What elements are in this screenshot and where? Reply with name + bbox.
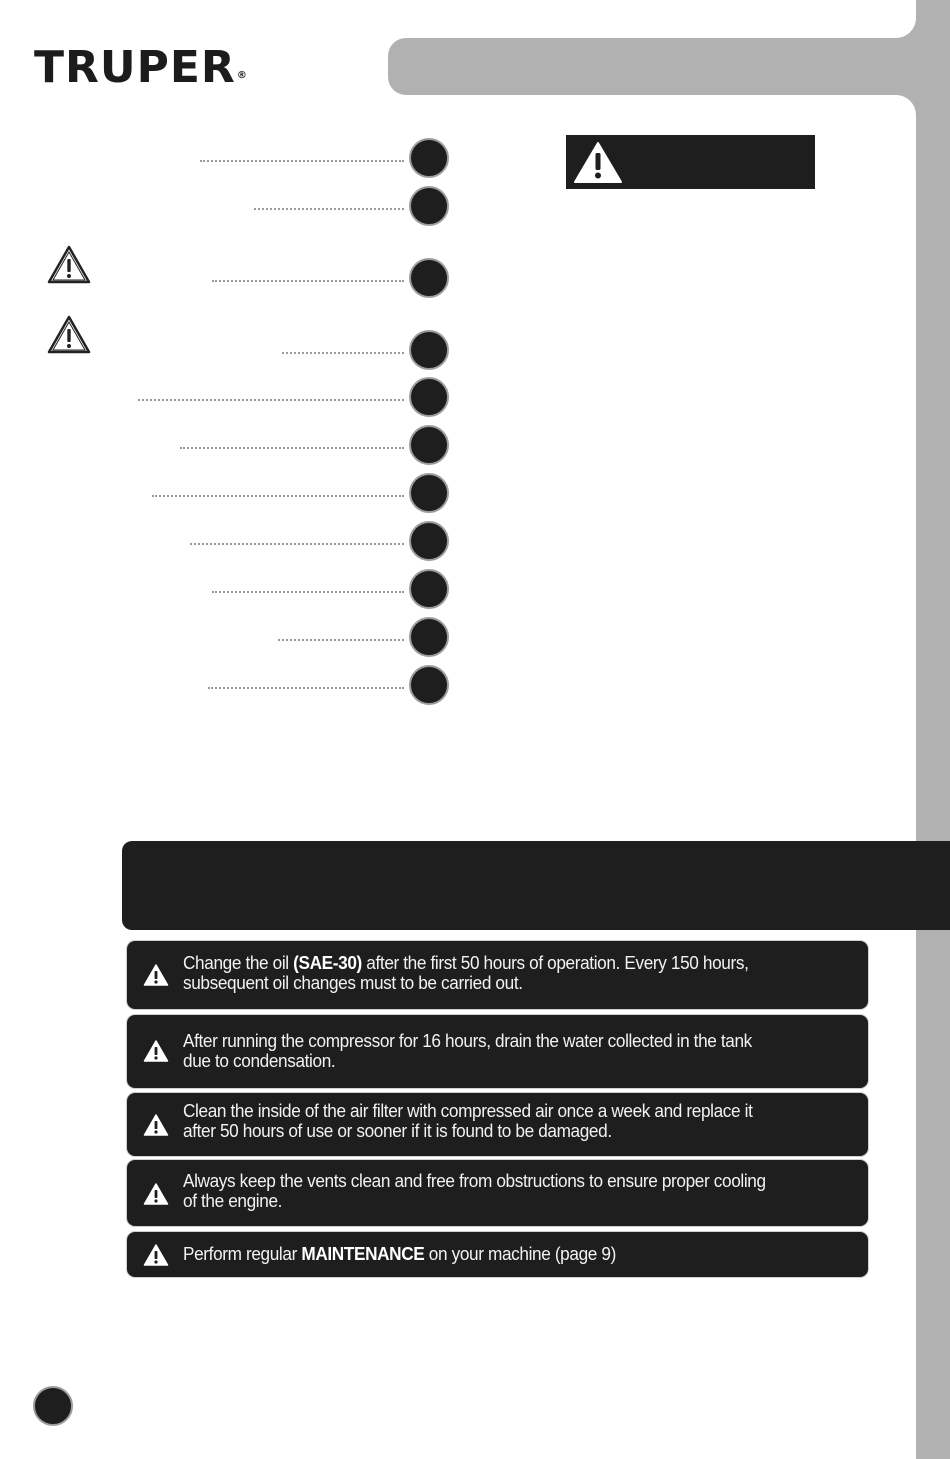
toc-leader-dots xyxy=(212,277,404,282)
toc-entry[interactable] xyxy=(0,617,452,661)
toc-leader-dots xyxy=(200,157,404,162)
toc-entry[interactable] xyxy=(0,665,452,709)
header-notch xyxy=(888,95,916,123)
header-corner xyxy=(888,10,916,38)
toc-leader-dots xyxy=(138,396,404,401)
toc-entry[interactable] xyxy=(0,138,452,182)
warning-icon xyxy=(143,1182,169,1206)
toc-leader-dots xyxy=(208,684,404,689)
toc-page-badge xyxy=(409,569,449,609)
toc-page-badge xyxy=(409,617,449,657)
toc-entry[interactable] xyxy=(0,521,452,565)
warning-icon xyxy=(143,1243,169,1267)
right-edge-strip xyxy=(916,0,950,1459)
toc-leader-dots xyxy=(254,205,404,210)
toc-entry[interactable] xyxy=(0,473,452,517)
warning-banner xyxy=(566,135,815,189)
notice-text: Always keep the vents clean and free from obstructions to ensure proper cooling of the engine. xyxy=(183,1170,766,1211)
toc-leader-dots xyxy=(180,444,404,449)
toc-leader-dots xyxy=(278,636,404,641)
notice-oil xyxy=(127,941,868,1009)
toc-page-badge xyxy=(409,258,449,298)
maintenance-banner xyxy=(122,841,950,930)
notice-text: After running the compressor for 16 hours, drain the water collected in the tank due to condensation. xyxy=(183,1030,752,1071)
toc-page-badge xyxy=(409,186,449,226)
toc-page-badge xyxy=(409,473,449,513)
notice-text: Clean the inside of the air filter with compressed air once a week and replace it after 50 hours of use or sooner if it is found to be damaged. xyxy=(183,1100,753,1141)
toc-page-badge xyxy=(409,377,449,417)
toc-leader-dots xyxy=(152,492,404,497)
toc-page-badge xyxy=(409,425,449,465)
toc-page-badge xyxy=(409,138,449,178)
toc-entry[interactable] xyxy=(0,377,452,421)
notice-text: Perform regular MAINTENANCE on your machine (page 9) xyxy=(183,1243,616,1264)
toc-page-badge xyxy=(409,521,449,561)
warning-icon xyxy=(143,963,169,987)
toc-entry[interactable] xyxy=(0,425,452,469)
notice-maintenance xyxy=(127,1232,868,1277)
notice-vents xyxy=(127,1160,868,1226)
page-number xyxy=(33,1386,73,1426)
warning-icon xyxy=(143,1039,169,1063)
header-bar xyxy=(388,38,950,95)
toc-leader-dots xyxy=(212,588,404,593)
warning-icon xyxy=(572,140,624,185)
warning-icon xyxy=(46,244,92,286)
notice-filter xyxy=(127,1093,868,1156)
toc-page-badge xyxy=(409,330,449,370)
notice-text: Change the oil (SAE-30) after the first 50 hours of operation. Every 150 hours, subsequent oil changes must to be carried out. xyxy=(183,952,749,993)
warning-icon xyxy=(46,314,92,356)
toc-entry[interactable] xyxy=(0,186,452,230)
toc-leader-dots xyxy=(282,349,404,354)
warning-icon xyxy=(143,1113,169,1137)
toc-entry[interactable] xyxy=(0,569,452,613)
toc-page-badge xyxy=(409,665,449,705)
truper-logo: TRUPER® xyxy=(34,42,248,93)
notice-drain xyxy=(127,1015,868,1088)
toc-leader-dots xyxy=(190,540,404,545)
